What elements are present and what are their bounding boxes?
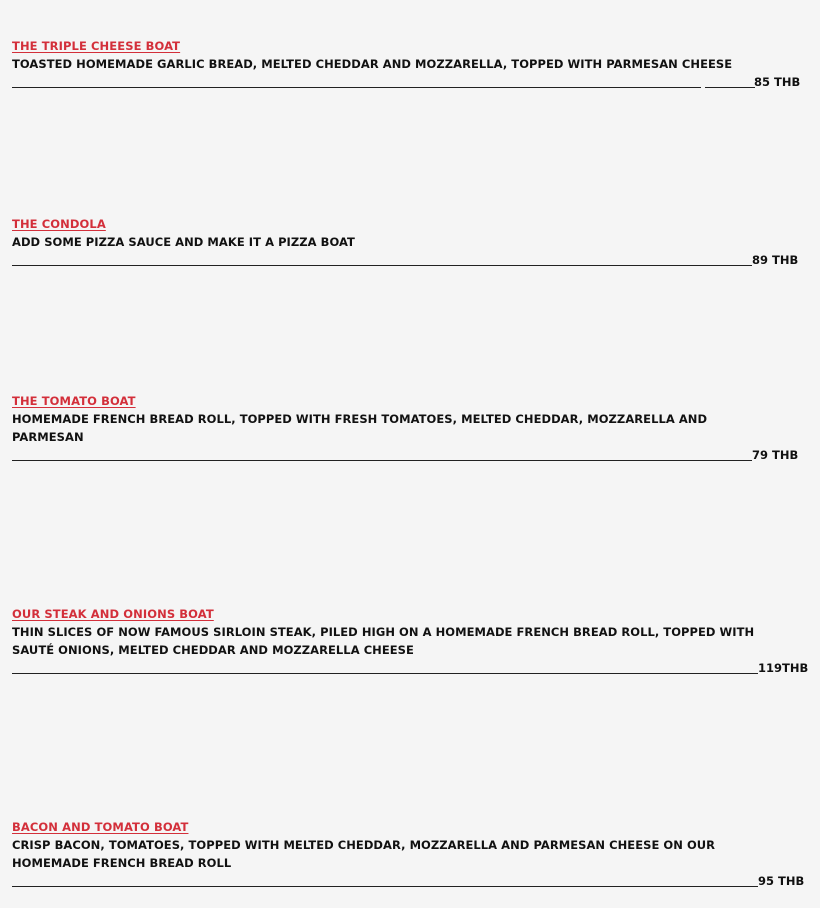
menu-item-description: TOASTED HOMEMADE GARLIC BREAD, MELTED CHEDDAR AND MOZZARELLA, TOPPED WITH PARMESAN CHEESE xyxy=(12,57,733,71)
price-leader-line xyxy=(12,886,758,887)
price-row xyxy=(12,251,812,269)
menu-item-title[interactable]: THE TOMATO BOAT xyxy=(12,394,136,408)
menu-item-description: THIN SLICES OF NOW FAMOUS SIRLOIN STEAK, PILED HIGH ON A HOMEMADE FRENCH BREAD ROLL, TOPPED WITH SAUTÉ ONIONS, MELTED CHEDDAR AND MOZZARELLA CHEESE xyxy=(12,625,755,657)
menu-item-condola xyxy=(12,215,812,269)
menu-item-price: 85 THB xyxy=(754,75,801,89)
menu-item-price: 79 THB xyxy=(752,448,799,462)
price-leader-line xyxy=(12,460,752,461)
menu-item-description: HOMEMADE FRENCH BREAD ROLL, TOPPED WITH FRESH TOMATOES, MELTED CHEDDAR, MOZZARELLA AND PARMESAN xyxy=(12,412,708,444)
menu-item-title[interactable]: THE CONDOLA xyxy=(12,217,106,231)
price-row xyxy=(12,73,812,91)
menu-item-title[interactable]: OUR STEAK AND ONIONS BOAT xyxy=(12,607,214,621)
price-row xyxy=(12,872,812,890)
price-leader-line xyxy=(12,87,701,88)
price-leader-line xyxy=(705,87,755,88)
menu-item-price: 119THB xyxy=(758,661,809,675)
menu-item-price: 89 THB xyxy=(752,253,799,267)
price-row xyxy=(12,446,812,464)
price-row xyxy=(12,659,812,677)
menu-item-title[interactable]: THE TRIPLE CHEESE BOAT xyxy=(12,39,181,53)
menu-item-triple-cheese-boat xyxy=(12,37,812,91)
menu-item-bacon-and-tomato-boat xyxy=(12,818,812,890)
menu-item-description: CRISP BACON, TOMATOES, TOPPED WITH MELTED CHEDDAR, MOZZARELLA AND PARMESAN CHEESE ON OUR HOMEMADE FRENCH BREAD ROLL xyxy=(12,838,716,870)
menu-item-tomato-boat xyxy=(12,392,812,464)
menu-item-price: 95 THB xyxy=(758,874,805,888)
menu-item-title[interactable]: BACON AND TOMATO BOAT xyxy=(12,820,189,834)
price-leader-line xyxy=(12,673,758,674)
menu-item-description: ADD SOME PIZZA SAUCE AND MAKE IT A PIZZA BOAT xyxy=(12,235,355,249)
menu-item-steak-and-onions-boat xyxy=(12,605,812,677)
price-leader-line xyxy=(12,265,752,266)
